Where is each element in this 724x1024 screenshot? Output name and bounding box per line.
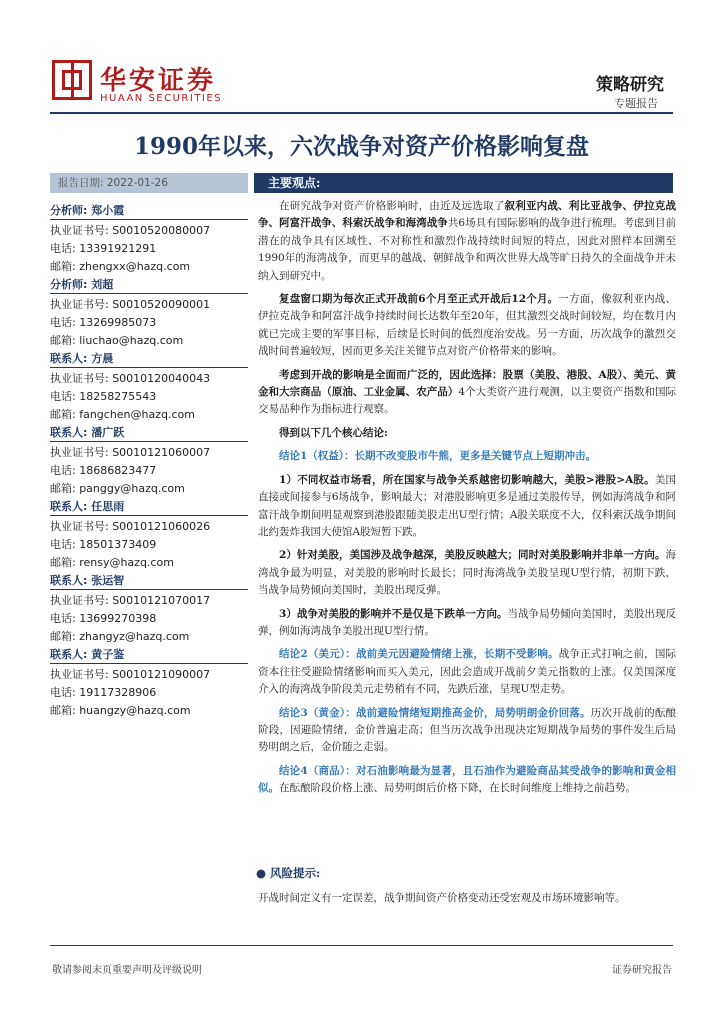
analyst-email[interactable]: 邮箱: huangzy@hazq.com	[50, 704, 191, 717]
conclusion-1-point-3: 3）战争对美股的影响并不是仅是下跌单一方向。当战争局势倾向美国时，美股出现反弹，例如海湾战争美股出现U型行情。	[258, 607, 676, 637]
paragraph-scope: 在研究战争对资产价格影响时，由近及远选取了叙利亚内战、利比亚战争、伊拉克战争、阿富汗战争、科索沃战争和海湾战争共6场具有国际影响的战争进行梳理。考虑到目前潜在的战争具有区域性、不对称性和激烈作战持续时间短的特点，因此对照样本回溯至1990年的海湾战争，而更早的越战、朝鲜战争和两次世界大战等旷日持久的全面战争并未纳入到研究中。	[258, 200, 677, 282]
analyst-email[interactable]: 邮箱: panggy@hazq.com	[50, 482, 185, 495]
report-date: 报告日期: 2022-01-26	[50, 173, 248, 193]
conclusion-1-point-2: 2）针对美股，美国涉及战争越深，美股反映越大；同时对美股影响并非单一方向。海湾战争最为明显，对美股的影响时长最长；同时海湾战争美股呈现U型行情，初期下跌，当战争局势倾向美国时，美股出现反弹。	[258, 549, 676, 597]
conclusion-1: 结论1（权益）：长期不改变股市牛熊，更多是关键节点上短期冲击。	[279, 450, 597, 463]
analyst-email[interactable]: 邮箱: liuchao@hazq.com	[50, 334, 184, 347]
analyst-block	[50, 202, 248, 276]
conclusion-3: 结论3（黄金）：战前避险情绪短期推高金价，局势明朗金价回落。历次开战前的酝酿阶段，因避险情绪，金价普遍走高；但当历次战争出现决定短期战争局势的事件发生后局势明朗之后，金价随之走弱。	[258, 706, 676, 754]
report-category: 策略研究	[596, 75, 664, 95]
analyst-phone: 电话: 13391921291	[50, 242, 157, 255]
paragraph-window: 复盘窗口期为每次正式开战前6个月至正式开战后12个月。一方面，像叙利亚内战、伊拉克战争和阿富汗战争持续时间长达数年至20年，但其激烈交战时间较短，均在数月内就已完成主要的军事目标，后续是长时间的低烈度治安战。另一方面，历次战争的激烈交战时间普遍较短，因而更多关注关键节点对资产价格带来的影响。	[258, 293, 676, 358]
analyst-role: 联系人: 潘广跃	[50, 424, 248, 442]
analyst-phone: 电话: 19117328906	[50, 686, 157, 699]
analyst-block	[50, 424, 248, 498]
analyst-block	[50, 572, 248, 646]
main-content	[258, 198, 676, 804]
footer-disclaimer: 敬请参阅末页重要声明及评级说明	[52, 965, 202, 976]
analyst-block	[50, 350, 248, 424]
analyst-email[interactable]: 邮箱: rensy@hazq.com	[50, 556, 174, 569]
conclusion-2: 结论2（美元）：战前美元因避险情绪上涨，长期不受影响。战争正式打响之前，国际资本往往受避险情绪影响而买入美元，因此会造成开战前夕美元指数的上涨。仅美国深度介入的海湾战争阶段美元走势稍有不同，先跌后涨，呈现U型走势。	[258, 648, 677, 696]
analyst-cert: 执业证书号: S0010121090007	[50, 668, 211, 681]
analyst-cert: 执业证书号: S0010121070017	[50, 594, 211, 607]
page-title: 1990年以来，六次战争对资产价格影响复盘	[133, 133, 589, 160]
footer-divider	[50, 945, 673, 946]
analyst-role: 联系人: 任思雨	[50, 498, 248, 516]
company-logo-icon	[52, 60, 92, 100]
risk-text: 开战时间定义有一定误差，战争期间资产价格变动还受宏观及市场环境影响等。	[258, 892, 626, 904]
analyst-phone: 电话: 18258275543	[50, 390, 157, 403]
analyst-email[interactable]: 邮箱: zhengxx@hazq.com	[50, 260, 191, 273]
analyst-email[interactable]: 邮箱: zhangyz@hazq.com	[50, 630, 190, 643]
report-subcategory: 专题报告	[614, 97, 658, 110]
company-name-cn: 华安证券	[100, 66, 217, 96]
section-header	[254, 173, 673, 193]
analyst-role: 分析师: 郑小霞	[50, 202, 248, 220]
analyst-phone: 电话: 18686823477	[50, 464, 157, 477]
analyst-phone: 电话: 13699270398	[50, 612, 157, 625]
analyst-role: 联系人: 方晨	[50, 350, 248, 368]
bullet-icon: ●	[256, 866, 271, 880]
paragraph-assets: 考虑到开战的影响是全面而广泛的，因此选择：股票（美股、港股、A股）、美元、黄金和大宗商品（原油、工业金属、农产品）4个大类资产进行观测，以主要资产指数和国际交易品种作为指标进行观察。	[258, 368, 676, 416]
analyst-phone: 电话: 18501373409	[50, 538, 157, 551]
analyst-email[interactable]: 邮箱: fangchen@hazq.com	[50, 408, 195, 421]
risk-title: ● 风险提示:	[256, 866, 321, 880]
section-title: 主要观点:	[268, 176, 321, 190]
conclusion-1-point-1: 1）不同权益市场看，所在国家与战争关系越密切影响越大，美股>港股>A股。美国直接或间接参与6场战争，影响最大；对港股影响更多是通过美股传导，例如海湾战争和阿富汗战争期间明显观察到港股跟随美股走出U型行情；A股关联度不大，仅科索沃战争期间北约轰炸我国大使馆A股短暂下跌。	[258, 473, 677, 538]
analyst-cert: 执业证书号: S0010520080007	[50, 224, 211, 237]
analyst-cert: 执业证书号: S0010120040043	[50, 372, 211, 385]
analyst-role: 分析师: 刘超	[50, 276, 248, 294]
analyst-role: 联系人: 张运智	[50, 572, 248, 590]
analyst-phone: 电话: 13269985073	[50, 316, 157, 329]
header-divider	[50, 112, 673, 114]
analyst-cert: 执业证书号: S0010520090001	[50, 298, 211, 311]
analyst-block	[50, 498, 248, 572]
analyst-block	[50, 646, 248, 720]
company-name-en: HUAAN SECURITIES	[100, 93, 223, 104]
analyst-cert: 执业证书号: S0010121060007	[50, 446, 211, 459]
analyst-role: 联系人: 黄子鉴	[50, 646, 248, 664]
footer-label: 证券研究报告	[612, 965, 672, 976]
analyst-block	[50, 276, 248, 350]
analyst-list	[50, 202, 248, 720]
conclusion-4: 结论4（商品）：对石油影响最为显著，且石油作为避险商品其受战争的影响和黄金相似。在酝酿阶段价格上涨、局势明朗后价格下降，在长时间维度上维持之前趋势。	[258, 764, 676, 795]
analyst-cert: 执业证书号: S0010121060026	[50, 520, 211, 533]
paragraph-conclusions-intro: 得到以下几个核心结论:	[279, 426, 388, 439]
